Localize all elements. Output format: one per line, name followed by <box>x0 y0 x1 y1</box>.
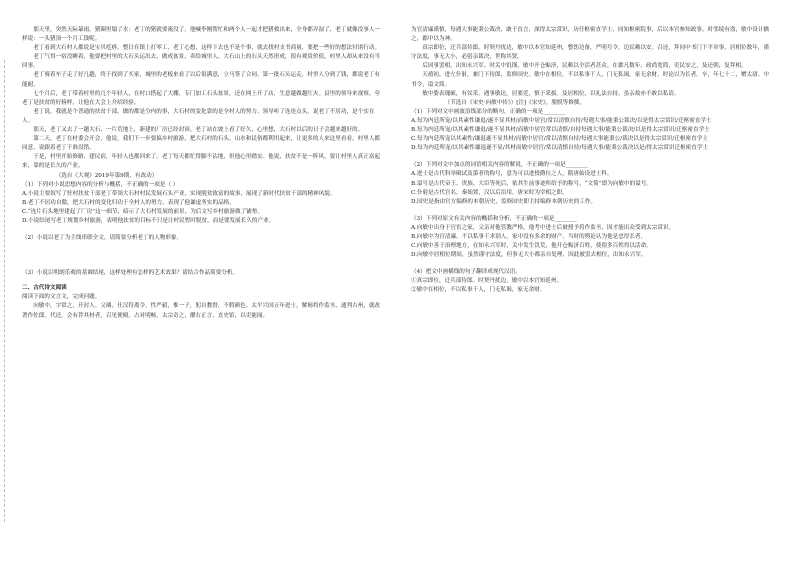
section-heading: 二、古代诗文阅读 <box>22 285 67 292</box>
question-r1-stem: （1）下列对文中画波浪线部分的断句，正确的一项是________ <box>411 108 566 115</box>
question-r2-option-b: B.谥号是古代帝王、贵族、大臣等死后，依其生前事迹所给予的称号，“文简”即为向敏中的谥号。 <box>411 180 652 187</box>
story-paragraph: 老丁看到大石村人都说是宝贝疙瘩，整日在镇上打零工，老丁心想，这样下去也不是个事，就去找村支书商量，要把一些好的想法付诸行动。 <box>33 45 381 52</box>
wenyan-paragraph: 天禧初，进左仆射，兼门下侍郎，监修国史。敏中在相位，不以私事干人，门无私谒，家无余财，时论以为长者。卒，年七十二，赠太尉、中书令，谥文简。 <box>411 72 770 88</box>
question-r2-option-c: C.仆射是古代官名，秦始置，汉以后沿用，唐宋时为宰相之职。 <box>411 189 568 196</box>
left-column <box>22 26 383 552</box>
question-r1-option-c: C.每为内廷所宠以其素性/谦退遂不显其材/而敏中居官/常以清慎自持/每遇大事能秉公/裁决以是得太宗赏识/迁枢密直学士 <box>411 136 708 143</box>
story-paragraph: 第二天，老丁在村委会开会，他说，我们下一步要搞乡村旅游，把大石村的石头、山水和民俗都利用起来，让更多的人来这里看看，村里人都同意，说跟着老丁干准没错。 <box>22 136 381 152</box>
question-r4-stem: （4）把文中画横线的句子翻译成现代汉语。 <box>411 269 521 276</box>
story-paragraph: 七个月后，老丁带着村里的几个年轻人，在村口搭起了大棚，专门加工石头盆景，还在网上开了店，生意越做越红火。县里的领导来视察，夸老丁是扶贫的好榜样，让他在大会上介绍经验。 <box>22 90 381 106</box>
wenyan-paragraph: 真宗即位，迁兵部侍郎。时契丹扰边，敏中以本官知延州，整饬边备，严明号令，边民赖以安。召还，拜同中书门下平章事，居相位数年，谨守法度，事无大小，必躬亲裁决，世称其贤。 <box>411 45 770 61</box>
question-r1-option-a: A.每为内廷所宠/以其素性谦退/遂不显其材/而敏中居官/常以清慎自持/每遇大事/能秉公裁决/以是得太宗赏识/迁枢密直学士 <box>411 117 712 124</box>
question-3-stem: （3）小说以明朗乐观的基调结尾，这样处理有怎样的艺术效果？请结合作品简要分析。 <box>22 270 239 277</box>
story-paragraph: 于是，村里开始修路、建民宿，年轻人也都回来了。老丁每天都忙得脚不沾地，但他心里踏实。他说，扶贫不是一阵风，要让村里人真正富起来，靠的是长久的产业。 <box>22 154 381 170</box>
story-source: （选自《大观》2019年第9期，有改动） <box>55 172 158 179</box>
question-1-option-b: B.老丁不居功自傲，把大石村的变化归功于全村人的努力，表现了他谦虚务实的品格。 <box>22 199 235 206</box>
story-paragraph: 老丁气得一宿没睡着，他要把村里的大石头运出去，做成盆景，卖给城里人。大石山上的石头天然形成，很有观赏价值，村里人却从来没有当回事。 <box>22 54 381 70</box>
question-r4-item-1: ①真宗即位，迁兵部侍郎。时契丹扰边，敏中以本官知延州。 <box>411 278 563 285</box>
story-paragraph: 老丁骑着车子走了好几趟，终于找到了买家，城里的老板来看了以后很满意，立马签了合同。第一批石头运走，村里人分到了钱，都说老丁有能耐。 <box>22 72 381 88</box>
question-r2-option-d: D.国史是指由官方编修的本朝历史，监修国史即主持编修本朝历史的工作。 <box>411 198 597 205</box>
wenyan-paragraph: 为官清廉谨慎，每遇大事能秉公裁决，敢于直言，深得太宗赏识，历任枢密直学士、同知枢密院事，后以本官参知政事。时邻境有盗，敏中设计擒之，郡中以为神。 <box>411 27 770 43</box>
question-r3-stem: （3）下列对原文有关内容的概括和分析，不正确的一项是________ <box>411 215 577 222</box>
question-2-stem: （2）小说以老丁为主线串联全文，请简要分析老丁的人物形象。 <box>22 235 183 242</box>
passage-intro: 阅读下面的文言文，完成问题。 <box>22 294 101 301</box>
question-r3-option-b: B.向敏中为官清廉，不以私事干求别人，家中没有多余的财产，当时的舆论认为他是忠厚长者。 <box>411 233 647 240</box>
question-r2-stem: （2）下列对文中加点的词语相关内容的解说，不正确的一项是________ <box>411 162 588 169</box>
question-r1-option-b: B.每为内廷所宠/以其素性谦退/遂不显其材/而敏中居官常以清慎/自持每遇大事/能秉公裁决/以是得太宗赏识/迁枢密直学士 <box>411 127 710 134</box>
question-r3-option-c: C.向敏中善于治理地方，在知永兴军时，关中发生饥荒，他开仓赈济百姓，使很多百姓得以活命。 <box>411 243 652 250</box>
story-paragraph: 那天，老丁又去了一趟大石，一片荒地上，新建的厂房已经封顶。老丁站在坡上看了好久，心里想，大石村以后的日子会越来越好的。 <box>33 127 364 134</box>
wenyan-source: （节选自《宋史·向敏中传》）[注]《宋史》，脱脱等修撰。 <box>444 99 585 106</box>
question-r4-item-2: ②敏中在相位，不以私事干人，门无私谒，家无余财。 <box>411 287 546 294</box>
question-1-option-a: A.小说主要叙写了驻村扶贫干部老丁带领大石村村民发展石头产业，实现脱贫致富的故事，展现了新时代扶贫干部的精神风貌。 <box>22 190 336 197</box>
binding-margin <box>4 60 13 522</box>
right-column <box>411 26 772 552</box>
wenyan-paragraph: 后因事罢相，出知永兴军。时关中饥馑，敏中开仓赈济，民赖以全活者甚众。在郡凡数年，政尚宽简，吏民安之，及还朝，复拜相。 <box>422 63 747 70</box>
wenyan-paragraph: 敏中姿表瑰硕，有仪采，遇事敏达，居要近，慎于采拔。及居相位，以礼法自持，虽亲故亦不敢以私请。 <box>422 90 680 97</box>
question-r3-option-d: D.向敏中居相位期间，虽然谨守法度，但事无大小都亲自处理，因此被罢去相位，出知永兴军。 <box>411 252 647 259</box>
question-r1-option-d: D.每为内廷所宠/以其素性谦退遂不显/其材而敏中居官/常以清慎自持/每遇大事/能秉公裁决以是/得太宗赏识迁枢密直学士 <box>411 145 709 152</box>
story-paragraph: 那天里，突然天际暴雨，猪圈里塌了水：老丁的猪就要淹没了。他喊李刚帮忙和两个人一起才把猪救出来，全身都弄湿了，老丁就像没事人一样说：一头猪顶一个月工钱呢。 <box>22 27 381 43</box>
question-1-option-d: D.小说结尾写老丁规划乡村旅游，表明他扶贫的目标不只是让村民暂时脱贫，而是要发展长久的产业。 <box>22 217 275 224</box>
question-1-option-c: C.“连片石头地里建起了厂房”这一细节，暗示了大石村发展的前景，为后文写乡村旅游做了铺垫。 <box>22 208 263 215</box>
question-r2-option-a: A.进士是古代科举殿试及第者的称号，意为可以进授爵位之人，隋唐始设进士科。 <box>411 171 613 178</box>
story-paragraph: 老丁说，我就是个普通的扶贫干部，做的都是分内的事，大石村的变化靠的是全村人的努力。领导听了连连点头，说老丁不居功，是个实在人。 <box>22 108 375 124</box>
question-r3-option-a: A.向敏中出身于官宦之家，父亲对他管教严格，他考中进士后被授予将作监丞，因才能出众受到太宗赏识。 <box>411 224 675 231</box>
question-1-stem: （1）下列对小说思想内容的分析与概括，不正确的一项是（ ） <box>22 181 179 188</box>
wenyan-paragraph: 向敏中，字常之，开封人。父瑀，仕汉符离令。性严毅，惟一子，躬自教督，不假颜色。太平兴国五年进士，解褐将作监丞、通判吉州，就改著作佐郎。代还，会有荐其材者，召见便殿，占对明畅，太宗奇之，擢右正言、直史馆，以吏能闻。 <box>22 303 381 319</box>
